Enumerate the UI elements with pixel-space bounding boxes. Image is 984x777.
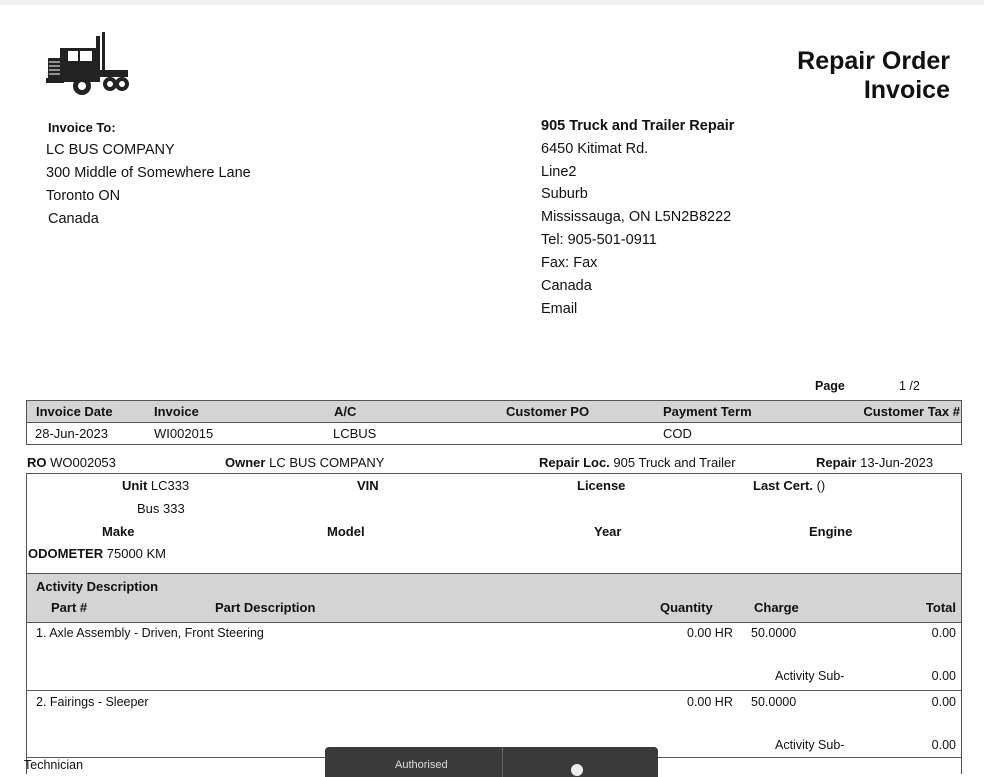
license-label: License	[577, 478, 626, 493]
activity-item-total: 0.00	[931, 695, 956, 709]
engine-label: Engine	[809, 524, 853, 539]
activity-header	[27, 574, 961, 623]
invoice-table-header	[27, 401, 961, 423]
activity-subtotal-label: Activity Sub-	[775, 669, 845, 683]
unit-label: Unit	[122, 478, 148, 493]
header-invoice-date: Invoice Date	[36, 404, 113, 419]
company-phone: Tel: 905-501-0911	[541, 232, 657, 248]
company-address-line: Mississauga, ON L5N2B8222	[541, 209, 732, 225]
payment-term-value: COD	[663, 426, 692, 441]
last-cert-value: ()	[816, 478, 826, 493]
authorised-label: Authorised	[395, 759, 448, 771]
unit-info	[122, 478, 189, 493]
column-charge: Charge	[754, 600, 799, 615]
make-label: Make	[102, 524, 135, 539]
company-email: Email	[541, 301, 578, 317]
repair-location-info	[539, 455, 736, 470]
page-label: Page	[815, 379, 845, 393]
invoice-to-line: 300 Middle of Somewhere Lane	[46, 165, 251, 181]
invoice-date-value: 28-Jun-2023	[35, 426, 108, 441]
ro-label: RO	[27, 455, 47, 470]
owner-value: LC BUS COMPANY	[269, 455, 385, 470]
company-country: Canada	[541, 278, 592, 294]
column-quantity: Quantity	[660, 600, 713, 615]
unit-name: Bus 333	[137, 501, 185, 516]
year-label: Year	[594, 524, 622, 539]
activity-item-charge: 50.0000	[751, 695, 797, 709]
odometer-value: 75000 KM	[106, 546, 167, 561]
vin-label: VIN	[357, 478, 379, 493]
activity-subtotal-value: 0.00	[931, 669, 956, 683]
last-cert-label: Last Cert.	[753, 478, 813, 493]
owner-info	[225, 455, 384, 470]
owner-label: Owner	[225, 455, 266, 470]
unit-value: LC333	[150, 478, 190, 493]
model-label: Model	[327, 524, 365, 539]
invoice-to-label: Invoice To:	[48, 120, 116, 135]
repair-date-info	[816, 455, 933, 470]
row-divider	[27, 690, 961, 691]
company-fax: Fax: Fax	[541, 255, 598, 271]
odometer-label: ODOMETER	[28, 546, 104, 561]
technician-label: Technician	[24, 758, 84, 772]
title-line-2: Invoice	[863, 76, 950, 104]
document-title	[797, 47, 950, 105]
toolbar-divider	[502, 747, 503, 777]
header-payment-term: Payment Term	[663, 404, 752, 419]
invoice-to-line: LC BUS COMPANY	[46, 142, 175, 158]
title-line-1: Repair Order	[797, 47, 950, 75]
ro-value: WO002053	[50, 455, 116, 470]
repair-location-value: 905 Truck and Trailer	[613, 455, 736, 470]
activity-section-label: Activity Description	[36, 579, 159, 594]
activity-subtotal-value: 0.00	[931, 738, 956, 752]
activity-item-total: 0.00	[931, 626, 956, 640]
invoice-number-value: WI002015	[154, 426, 214, 441]
header-invoice: Invoice	[154, 404, 199, 419]
header-ac: A/C	[334, 404, 357, 419]
column-part-description: Part Description	[215, 600, 316, 615]
activity-item-description: 2. Fairings - Sleeper	[36, 695, 149, 709]
repair-date-label: Repair	[816, 455, 857, 470]
header-customer-tax: Customer Tax #	[863, 404, 960, 419]
column-part-number: Part #	[51, 600, 88, 615]
activity-item-charge: 50.0000	[751, 626, 797, 640]
company-address-line: 6450 Kitimat Rd.	[541, 141, 649, 157]
odometer-info	[28, 546, 166, 561]
vehicle-info-box	[26, 473, 962, 575]
invoice-to-line: Toronto ON	[46, 188, 121, 204]
activity-subtotal-label: Activity Sub-	[775, 738, 845, 752]
activity-item-quantity: 0.00 HR	[687, 695, 733, 709]
ro-info	[27, 455, 116, 470]
company-address-line: Suburb	[541, 186, 588, 202]
semi-truck-icon	[44, 32, 130, 98]
column-total: Total	[925, 600, 956, 615]
ac-value: LCBUS	[333, 426, 377, 441]
top-bar	[0, 0, 984, 5]
invoice-table-row	[27, 423, 961, 444]
company-address-line: Line2	[541, 164, 577, 180]
repair-location-label: Repair Loc.	[539, 455, 610, 470]
activity-item-quantity: 0.00 HR	[687, 626, 733, 640]
viewer-toolbar[interactable]	[325, 747, 658, 777]
header-customer-po: Customer PO	[506, 404, 590, 419]
repair-date-value: 13-Jun-2023	[860, 455, 934, 470]
invoice-table	[26, 400, 962, 445]
invoice-to-line: Canada	[48, 211, 99, 227]
page-number: 1 /2	[899, 379, 920, 393]
company-logo	[44, 32, 130, 103]
activity-item-description: 1. Axle Assembly - Driven, Front Steering	[36, 626, 264, 640]
company-name: 905 Truck and Trailer Repair	[541, 118, 735, 134]
last-cert-info	[753, 478, 825, 493]
activity-table	[26, 573, 962, 774]
